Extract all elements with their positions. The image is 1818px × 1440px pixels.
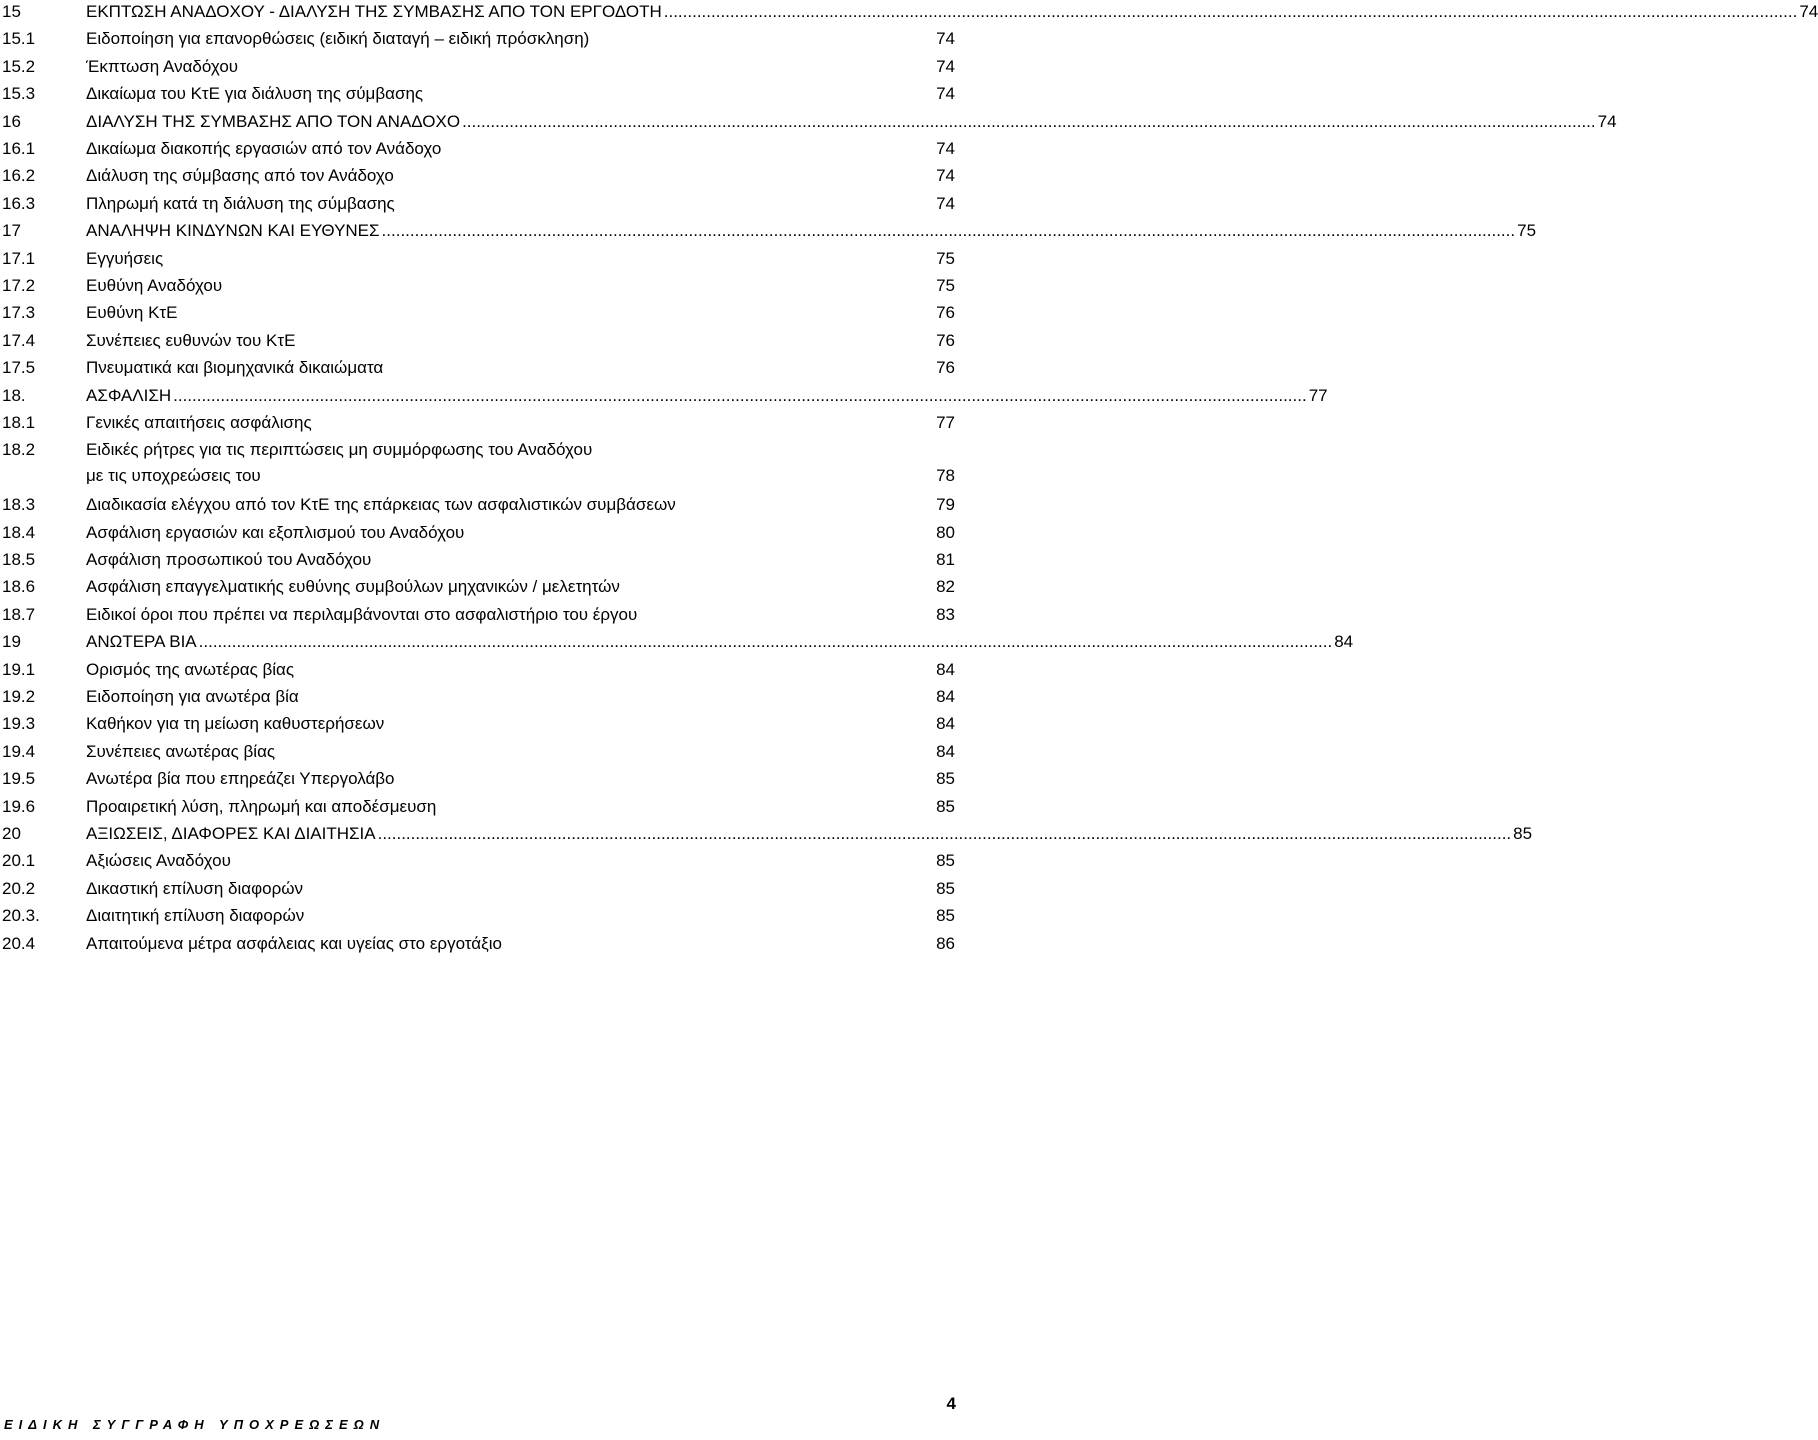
toc-entry-title: Αξιώσεις Αναδόχου: [86, 851, 231, 871]
toc-entry-title: Συνέπειες ανωτέρας βίας: [86, 741, 276, 761]
toc-entry-number: 17.1: [2, 248, 36, 268]
toc-entry-title: Δικαστική επίλυση διαφορών: [86, 878, 304, 898]
toc-entry-number: 18.: [2, 385, 26, 405]
toc-entry[interactable]: [0, 903, 955, 929]
toc-entry-title-line2: με τις υποχρεώσεις του: [86, 466, 261, 486]
toc-entry-title: ΑΞΙΩΣΕΙΣ, ΔΙΑΦΟΡΕΣ ΚΑΙ ΔΙΑΙΤΗΣΙΑ: [86, 824, 376, 843]
toc-entry-dot-leader: [173, 383, 1307, 409]
toc-entry-page: 85: [936, 851, 955, 871]
toc-entry-page: 84: [1334, 632, 1354, 652]
toc-entry-title: Ειδικοί όροι που πρέπει να περιλαμβάνονται στο ασφαλιστήριο του έργου: [86, 604, 638, 624]
toc-entry-number: 16.3: [2, 193, 36, 213]
toc-entry[interactable]: [0, 273, 955, 299]
toc-entry-page: 74: [936, 56, 955, 76]
toc-entry-title: Πνευματικά και βιομηχανικά δικαιώματα: [86, 358, 384, 378]
toc-entry-page: 78: [936, 466, 955, 486]
toc-entry-title: Εγγυήσεις: [86, 248, 164, 268]
toc-entry-page: 84: [936, 687, 955, 706]
toc-entry-title: Ορισμός της ανωτέρας βίας: [86, 659, 295, 679]
toc-entry-dot-leader: [462, 109, 1596, 135]
toc-entry-number: 18.2: [2, 440, 36, 460]
toc-entry-page: 85: [936, 769, 955, 789]
toc-entry-page: 74: [936, 84, 955, 104]
toc-entry-title: Διάλυση της σύμβασης από τον Ανάδοχο: [86, 166, 394, 186]
toc-entry-title: Συνέπειες ευθυνών του ΚτΕ: [86, 330, 296, 350]
page-number: 4: [946, 1394, 956, 1413]
toc-entry-number: 18.5: [2, 550, 36, 569]
toc-entry[interactable]: [0, 0, 1818, 25]
toc-entry-page: 84: [936, 741, 955, 761]
toc-entry-page: 74: [936, 139, 955, 158]
toc-entry-title-wrap: [86, 520, 955, 546]
toc-entry-page: 79: [936, 495, 955, 515]
toc-entry-number: 18.3: [2, 495, 36, 515]
toc-entry-title-wrap: [86, 574, 955, 600]
toc-entry-title: Ασφάλιση εργασιών και εξοπλισμού του Αναδόχου: [86, 522, 465, 542]
toc-entry[interactable]: [0, 163, 955, 189]
toc-entry-title-wrap: [86, 328, 955, 354]
toc-entry-title: ΕΚΠΤΩΣΗ ΑΝΑΔΟΧΟΥ - ΔΙΑΛΥΣΗ ΤΗΣ ΣΥΜΒΑΣΗΣ ΑΠΟ ΤΟΝ ΕΡΓΟΔΟΤΗ: [86, 2, 662, 21]
toc-entry-title-wrap: [86, 821, 1533, 847]
toc-entry-number: 20: [2, 824, 21, 843]
toc-entry-page: 81: [936, 550, 955, 569]
toc-entry-number: 18.1: [2, 413, 36, 432]
toc-entry-page: 84: [936, 714, 955, 734]
toc-entry-title: Διαιτητική επίλυση διαφορών: [86, 906, 305, 926]
toc-entry-title: Ευθύνη ΚτΕ: [86, 303, 178, 323]
toc-entry-title: Ανωτέρα βία που επηρεάζει Υπεργολάβο: [86, 769, 395, 789]
toc-entry[interactable]: [0, 410, 955, 436]
toc-entry-page: 77: [936, 413, 955, 432]
toc-entry[interactable]: [0, 81, 955, 107]
toc-entry-number: 20.2: [2, 878, 36, 898]
toc-entry-title-wrap: [86, 903, 955, 929]
toc-entry-number: 15.3: [2, 84, 36, 104]
toc-entry-title-wrap: [86, 81, 955, 107]
toc-entry-number: 17.5: [2, 358, 36, 378]
toc-entry-title: Ειδικές ρήτρες για τις περιπτώσεις μη συμμόρφωσης του Αναδόχου: [86, 440, 593, 460]
toc-entry[interactable]: [0, 711, 955, 737]
toc-entry-number: 15.2: [2, 56, 36, 76]
toc-entry-page: 76: [936, 358, 955, 378]
toc-entry[interactable]: [0, 355, 955, 381]
toc-entry-title-wrap: [86, 355, 955, 381]
toc-entry[interactable]: [0, 629, 1354, 655]
toc-entry[interactable]: [0, 191, 955, 217]
toc-entry-page: 85: [936, 906, 955, 926]
toc-entry-page: 85: [936, 878, 955, 898]
toc-entry-title: ΑΣΦΑΛΙΣΗ: [86, 385, 172, 405]
toc-entry-number: 20.3.: [2, 906, 40, 926]
toc-entry[interactable]: [0, 328, 955, 354]
toc-entry-title: Απαιτούμενα μέτρα ασφάλειας και υγείας στο εργοτάξιο: [86, 933, 502, 953]
toc-entry-title: Προαιρετική λύση, πληρωμή και αποδέσμευση: [86, 796, 437, 816]
toc-entry-number: 16: [2, 111, 21, 131]
toc-entry-number: 19: [2, 632, 21, 652]
toc-entry[interactable]: [0, 794, 955, 820]
toc-entry-title-wrap: [86, 383, 1328, 409]
toc-entry[interactable]: [0, 739, 955, 765]
toc-entry-title-wrap: [86, 711, 955, 737]
toc-entry[interactable]: [0, 821, 1533, 847]
toc-entry-title-wrap: [86, 492, 955, 518]
toc-entry-title-wrap: [86, 246, 955, 272]
toc-entry-number: 15.1: [2, 29, 36, 49]
toc-entry-title: Ειδοποίηση για ανωτέρα βία: [86, 687, 299, 706]
toc-entry-title: ΑΝΩΤΕΡΑ ΒΙΑ: [86, 632, 197, 652]
toc-entry-number: 19.1: [2, 659, 36, 679]
toc-entry[interactable]: [0, 136, 955, 162]
toc-entry-title-continuation-row: [86, 463, 955, 489]
toc-entry[interactable]: [0, 547, 955, 573]
toc-entry-page: 82: [936, 577, 955, 597]
toc-entry[interactable]: [0, 657, 955, 683]
toc-entry-title-wrap: [86, 300, 955, 326]
toc-entry-title-wrap: [86, 54, 955, 80]
toc-entry-title-wrap: [86, 739, 955, 765]
toc-entry-page: 86: [936, 933, 955, 953]
toc-entry-page: 74: [1799, 2, 1818, 21]
toc-entry-number: 15: [2, 2, 21, 21]
toc-entry[interactable]: [0, 54, 955, 80]
toc-entry-title: Γενικές απαιτήσεις ασφάλισης: [86, 413, 312, 432]
toc-entry-page: 75: [936, 276, 955, 295]
toc-entry-title: Πληρωμή κατά τη διάλυση της σύμβασης: [86, 193, 395, 213]
toc-entry-title-wrap: [86, 26, 955, 52]
toc-entry-title-wrap: [86, 218, 1537, 244]
toc-entry-page: 76: [936, 330, 955, 350]
toc-entry-title: ΑΝΑΛΗΨΗ ΚΙΝΔΥΝΩΝ ΚΑΙ ΕΥΘΥΝΕΣ: [86, 221, 380, 241]
toc-entry-title-wrap: [86, 547, 955, 573]
toc-entry-title: Έκπτωση Αναδόχου: [86, 56, 239, 76]
toc-entry-page: 80: [936, 522, 955, 542]
toc-entry[interactable]: [0, 520, 955, 546]
toc-entry[interactable]: [0, 848, 955, 874]
toc-entry-title: Ευθύνη Αναδόχου: [86, 276, 223, 295]
toc-entry-title-wrap: [86, 109, 1617, 135]
toc-entry-number: 16.2: [2, 166, 36, 186]
toc-entry-number: 16.1: [2, 139, 36, 158]
toc-entry-title-wrap: [86, 191, 955, 217]
toc-entry-title-wrap: [86, 876, 955, 902]
toc-entry-title: Δικαίωμα διακοπής εργασιών από τον Ανάδοχο: [86, 139, 442, 158]
toc-entry-title: Ασφάλιση επαγγελματικής ευθύνης συμβούλων μηχανικών / μελετητών: [86, 577, 620, 597]
toc-entry[interactable]: [0, 383, 1328, 409]
toc-entry-title-wrap: [86, 794, 955, 820]
toc-entry-page: 84: [936, 659, 955, 679]
running-footer-title: ΕΙΔΙΚΗ ΣΥΓΓΡΑΦΗ ΥΠΟΧΡΕΩΣΕΩΝ: [4, 1417, 386, 1432]
toc-entry-dot-leader: [382, 218, 1516, 244]
toc-entry[interactable]: [0, 437, 955, 491]
toc-entry-title-wrap: [86, 437, 955, 489]
toc-entry-title: Ασφάλιση προσωπικού του Αναδόχου: [86, 550, 372, 569]
toc-entry-title-wrap: [86, 136, 955, 162]
toc-entry[interactable]: [0, 26, 955, 52]
toc-entry-dot-leader: [664, 0, 1798, 25]
toc-entry-number: 19.2: [2, 687, 36, 706]
toc-entry-number: 18.4: [2, 522, 36, 542]
toc-entry-page: 76: [936, 303, 955, 323]
toc-entry-number: 19.5: [2, 769, 36, 789]
toc-entry-page: 74: [936, 29, 955, 49]
toc-entry[interactable]: [0, 246, 955, 272]
toc-entry-title-wrap: [86, 163, 955, 189]
toc-entry[interactable]: [0, 931, 955, 957]
toc-entry-title-wrap: [86, 766, 955, 792]
toc-entry-number: 18.6: [2, 577, 36, 597]
toc-entry-number: 19.4: [2, 741, 36, 761]
toc-entry-title: Ειδοποίηση για επανορθώσεις (ειδική διαταγή – ειδική πρόσκληση): [86, 29, 590, 49]
toc-entry-title-wrap: [86, 931, 955, 957]
toc-entry[interactable]: [0, 218, 1537, 244]
toc-entry-number: 17: [2, 221, 21, 241]
toc-entry-title-wrap: [86, 684, 955, 710]
toc-entry-number: 20.1: [2, 851, 36, 871]
toc-entry-page: 74: [1597, 111, 1617, 131]
toc-entry-number: 19.3: [2, 714, 36, 734]
toc-entry-page: 74: [936, 193, 955, 213]
toc-entry-title-wrap: [86, 848, 955, 874]
toc-entry-number: 17.2: [2, 276, 36, 295]
toc-entry-title-wrap: [86, 0, 1818, 25]
toc-entry-page: 85: [936, 796, 955, 816]
toc-entry-page: 74: [936, 166, 955, 186]
toc-entry[interactable]: [0, 602, 955, 628]
toc-entry[interactable]: [0, 300, 955, 326]
toc-entry-page: 77: [1308, 385, 1328, 405]
toc-entry-number: 19.6: [2, 796, 36, 816]
toc-entry-page: 85: [1513, 824, 1533, 843]
toc-entry[interactable]: [0, 766, 955, 792]
toc-entry-number: 17.4: [2, 330, 36, 350]
toc-entry-title: Δικαίωμα του ΚτΕ για διάλυση της σύμβασης: [86, 84, 424, 104]
toc-entry-page: 75: [1517, 221, 1537, 241]
toc-entry-number: 17.3: [2, 303, 36, 323]
toc-entry[interactable]: [0, 492, 955, 518]
toc-entry-dot-leader: [199, 629, 1333, 655]
toc-entry[interactable]: [0, 574, 955, 600]
toc-entry-title-wrap: [86, 657, 955, 683]
toc-entry-title-wrap: [86, 410, 955, 436]
toc-entry-number: 20.4: [2, 933, 36, 953]
toc-entry-page: 75: [936, 248, 955, 268]
toc-entry-title-wrap: [86, 273, 955, 299]
toc-entry-title: Καθήκον για τη μείωση καθυστερήσεων: [86, 714, 385, 734]
toc-entry-page: 83: [936, 604, 955, 624]
toc-entry-number: 18.7: [2, 604, 36, 624]
toc-entry-title-wrap: [86, 602, 955, 628]
toc-entry[interactable]: [0, 684, 955, 710]
toc-entry[interactable]: [0, 876, 955, 902]
toc-entry-title-wrap: [86, 629, 1354, 655]
toc-entry-title: ΔΙΑΛΥΣΗ ΤΗΣ ΣΥΜΒΑΣΗΣ ΑΠΟ ΤΟΝ ΑΝΑΔΟΧΟ: [86, 111, 461, 131]
toc-entry[interactable]: [0, 109, 1617, 135]
toc-entry-dot-leader: [378, 821, 1512, 847]
toc-entry-title: Διαδικασία ελέγχου από τον ΚτΕ της επάρκειας των ασφαλιστικών συμβάσεων: [86, 495, 676, 515]
